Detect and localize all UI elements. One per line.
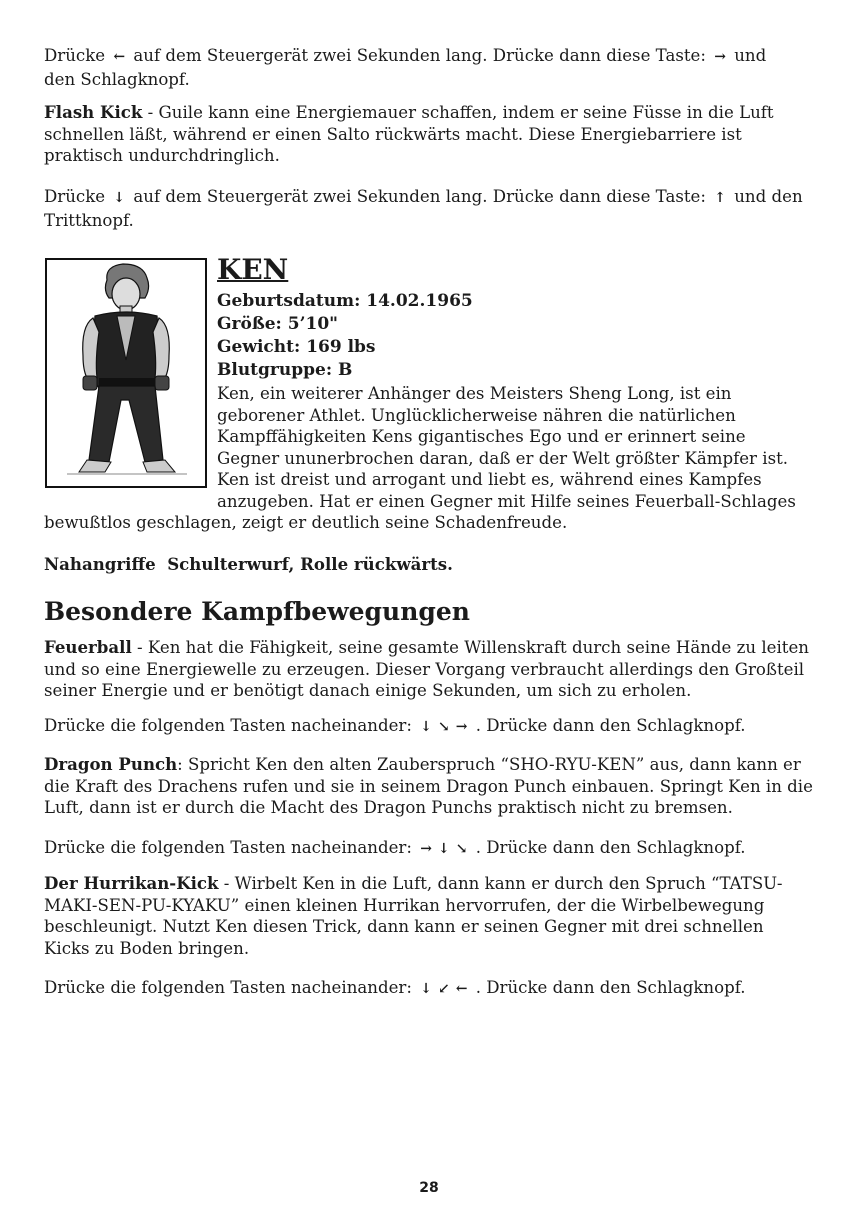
- right-arrow-icon: →: [714, 49, 726, 65]
- ken-portrait: [45, 258, 207, 488]
- right-arrow-icon: →: [455, 719, 468, 735]
- flash-kick-name: Flash Kick: [44, 102, 143, 122]
- ken-bio: [217, 383, 817, 512]
- left-arrow-icon: ←: [455, 981, 468, 997]
- hurrikan-kick-instruction: Drücke die folgenden Tasten nacheinander: ↓ ↙ ← . Drücke dann den Schlagknopf.: [44, 977, 814, 1001]
- ken-bio-line: Ken ist dreist und arrogant und liebt es, während eines Kampfes: [217, 470, 762, 489]
- down-arrow-icon: ↓: [113, 190, 126, 206]
- down-arrow-icon: ↓: [437, 841, 450, 857]
- feuerball-instruction: Drücke die folgenden Tasten nacheinander: ↓ ↘ → . Drücke dann den Schlagknopf.: [44, 715, 814, 739]
- ken-bio-line: Gegner ununerbrochen daran, daß er der Welt größter Kämpfer ist.: [217, 448, 789, 468]
- right-arrow-icon: →: [420, 841, 432, 857]
- feuerball-description: Feuerball - Ken hat die Fähigkeit, seine gesamte Willenskraft durch seine Hände zu leiten und so eine Energiewelle zu erzeugen. Dieser Vorgang verbraucht allerdings den Großteil seiner Energie und er benötigt danach einige Sekunden, um sich zu erholen.: [44, 637, 809, 700]
- up-arrow-icon: ↑: [714, 190, 726, 206]
- feuerball-name: Feuerball: [44, 637, 132, 657]
- left-arrow-icon: ←: [113, 49, 126, 65]
- ken-weight: Gewicht: 169 lbs: [217, 337, 376, 357]
- special-moves-heading: Besondere Kampfbewegungen: [44, 597, 470, 626]
- down-arrow-icon: ↓: [420, 719, 432, 735]
- down-left-arrow-icon: ↙: [437, 981, 450, 997]
- dragon-punch-description: Dragon Punch: Spricht Ken den alten Zauberspruch “SHO-RYU-KEN” aus, dann kann er die Kraft des Drachens rufen und sie in seinem Dragon Punch einbauen. Springt Ken in die Luft, dann ist er durch die Macht des Dragon Punchs praktisch nicht zu bremsen.: [44, 754, 813, 817]
- dragon-punch-name: Dragon Punch: [44, 754, 178, 774]
- dragon-punch-instruction: Drücke die folgenden Tasten nacheinander: → ↓ ↘ . Drücke dann den Schlagknopf.: [44, 837, 814, 861]
- ken-bio-line: Kampffähigkeiten Kens gigantisches Ego und er erinnert seine: [217, 427, 746, 446]
- hurrikan-kick-description: Der Hurrikan-Kick - Wirbelt Ken in die Luft, dann kann er durch den Spruch “TATSU-MAKI-SEN-PU-KYAKU” einen kleinen Hurrikan hervorrufen, der die Wirbelbewegung beschleunigt. Nutzt Ken diesen Trick, dann kann er seinen Gegner mit drei schnellen Kicks zu Boden bringen.: [44, 873, 783, 958]
- down-arrow-icon: ↓: [420, 981, 432, 997]
- ken-bloodtype: Blutgruppe: B: [217, 360, 353, 380]
- down-right-arrow-icon: ↘: [455, 841, 468, 857]
- guile-charge-instruction: Drücke ← auf dem Steuergerät zwei Sekunden lang. Drücke dann diese Taste: → und den Schlagknopf.: [44, 46, 767, 89]
- flash-kick-instruction: Drücke ↓ auf dem Steuergerät zwei Sekunden lang. Drücke dann diese Taste: ↑ und den Trittknopf.: [44, 187, 803, 230]
- ken-bio-line: geborener Athlet. Unglücklicherweise nähren die natürlichen: [217, 405, 736, 425]
- ken-bio-line: anzugeben. Hat er einen Gegner mit Hilfe seines Feuerball-Schlages: [217, 491, 796, 511]
- ken-close-attacks: Nahangriffe Schulterwurf, Rolle rückwärts.: [44, 554, 453, 574]
- ken-title: KEN: [217, 253, 289, 286]
- page-number: 28: [419, 1180, 439, 1196]
- ken-bio-last-line: bewußtlos geschlagen, zeigt er deutlich seine Schadenfreude.: [44, 513, 568, 532]
- ken-height: Größe: 5’10": [217, 314, 339, 334]
- ken-bio-line: Ken, ein weiterer Anhänger des Meisters Sheng Long, ist ein: [217, 384, 732, 403]
- flash-kick-description: Flash Kick - Guile kann eine Energiemauer schaffen, indem er seine Füsse in die Luft schnellen läßt, während er einen Salto rückwärts macht. Diese Energiebarriere ist praktisch undurchdringlich.: [44, 102, 774, 165]
- ken-figure-illustration: [47, 260, 205, 486]
- hurrikan-kick-name: Der Hurrikan-Kick: [44, 873, 219, 893]
- down-right-arrow-icon: ↘: [437, 719, 450, 735]
- ken-birthdate: Geburtsdatum: 14.02.1965: [217, 291, 473, 311]
